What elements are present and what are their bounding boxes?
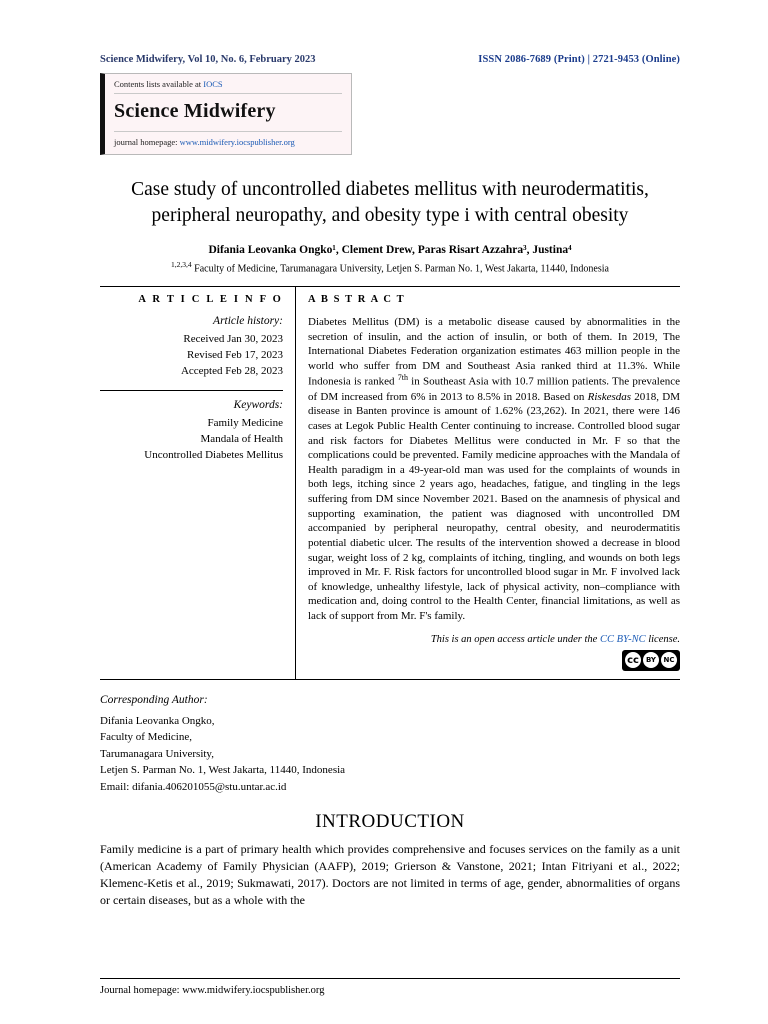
cc-nc-icon: NC <box>661 652 677 668</box>
license-line <box>308 634 680 645</box>
affiliation-text: Faculty of Medicine, Tarumanagara University, Letjen S. Parman No. 1, West Jakarta, 11440, Indonesia <box>194 262 609 274</box>
corresponding-author-details <box>100 713 680 796</box>
abstract-heading: A B S T R A C T <box>308 293 406 305</box>
corr-line-name: Difania Leovanka Ongko, <box>100 714 215 727</box>
license-suffix: license. <box>645 633 680 645</box>
abstract-part-1: Diabetes Mellitus (DM) is a metabolic disease caused by abnormalities in the secretion of insulin, and the action of insulin, or both of them. In 2019, The International Diabetes Federation organization estimates 463 million people in the world who suffer from DM and Southeast Asia ranked third at 11.3%. While Indonesia is ranked <box>308 315 680 389</box>
cc-by-icon: BY <box>643 652 659 668</box>
footer-text: Journal homepage: www.midwifery.iocspublisher.org <box>100 985 325 996</box>
abstract-ordinal: 7th <box>397 373 408 383</box>
keyword-item: Uncontrolled Diabetes Mellitus <box>144 448 283 461</box>
page-footer <box>100 978 680 996</box>
corr-line-faculty: Faculty of Medicine, <box>100 731 192 744</box>
info-divider <box>100 390 283 391</box>
abstract-part-3: 2018, DM disease in Banten province is amount of 1.62% (23,262). In 2021, there were 146 cases at Legok Public Health Center continuing to increase. Controlled blood sugar and risk factors for Diabetes Mellitus were conducted in Mr. F so that the complications could be prevented. Family medicine approaches with the Mandala of Health paradigm in a 49-year-old man was used for the complaints of wounds in both legs, itching since 2 years ago, headaches, fatigue, and tingling in the legs suffering from DM since November 2021. Based on the anamnesis of physical and supporting examination, the patient was diagnosed with uncontrolled DM accompanied by peripheral neuropathy, central obesity, and neurodermatitis potential diabetic ulcer. The results of the intervention showed a decrease in blood sugar, weight loss of 2 kg, complaints of itching, tingling, and wounds on both legs improved in Mr. F. Risk factors for uncontrolled blood sugar in Mr. F involved lack of knowledge, unhealthy lifestyle, lack of physical activity, non–compliance with medication and, doing control to the Health Center, financial limitations, as well as lack of support from Mr. F's family. <box>308 390 680 623</box>
article-info-heading: A R T I C L E I N F O <box>138 293 283 305</box>
license-prefix: This is an open access article under the <box>430 633 600 645</box>
contents-line <box>114 79 342 94</box>
author-list: Difania Leovanka Ongko¹, Clement Drew, Paras Risart Azzahra³, Justina⁴ <box>208 243 572 256</box>
corresponding-author-block <box>100 694 680 796</box>
article-history-accepted: Accepted Feb 28, 2023 <box>180 364 283 377</box>
article-history-received: Received Jan 30, 2023 <box>183 332 283 345</box>
keyword-item: Mandala of Health <box>200 432 283 445</box>
journal-homepage-line <box>114 131 342 147</box>
iocs-link[interactable]: IOCS <box>203 79 223 89</box>
corresponding-author-label: Corresponding Author: <box>100 693 208 706</box>
abstract-italic-riskesdas: Riskesdas <box>587 390 632 403</box>
cc-mark-icon: cc <box>625 652 641 668</box>
article-history-revised: Revised Feb 17, 2023 <box>187 348 283 361</box>
contents-prefix: Contents lists available at <box>114 79 204 89</box>
introduction-paragraph: Family medicine is a part of primary health which provides comprehensive and focuses services on the family as a unit (American Academy of Family Physician (AAFP), 2019; Grierson & Vanstone, 2021; Intan Fitriyani et al., 2022; Klemenc-Ketis et al., 2019; Sukmawati, 2017). Doctors are not limited in terms of age, gender, abnormalities of organs or certain diseases, but as a whole with the <box>100 842 680 908</box>
introduction-heading: INTRODUCTION <box>315 811 465 833</box>
journal-title: Science Midwifery <box>114 100 276 122</box>
corr-line-address: Letjen S. Parman No. 1, West Jakarta, 11440, Indonesia <box>100 764 346 777</box>
article-title: Case study of uncontrolled diabetes mellitus with neurodermatitis, peripheral neuropathy, and obesity type i with central obesity <box>131 179 649 227</box>
keywords-label: Keywords: <box>233 398 283 411</box>
abstract-text <box>308 315 680 624</box>
homepage-prefix: journal homepage: <box>114 137 180 147</box>
abstract-part-2: in Southeast Asia with 10.7 million patients. The prevalence of DM increased from 6% in 2013 to 8.5% in 2018. Based on <box>308 376 680 403</box>
abstract-column <box>296 287 680 679</box>
journal-homepage-link[interactable]: www.midwifery.iocspublisher.org <box>179 137 295 147</box>
article-history-label: Article history: <box>213 314 283 327</box>
journal-header <box>100 54 680 65</box>
article-info-column <box>100 287 296 679</box>
journal-masthead <box>100 73 352 155</box>
journal-issue-line: Science Midwifery, Vol 10, No. 6, February 2023 <box>100 54 316 65</box>
keyword-item: Family Medicine <box>207 416 283 429</box>
cc-license-link[interactable]: CC BY-NC <box>599 633 646 645</box>
cc-badge-wrap <box>308 650 680 671</box>
corr-line-university: Tarumanagara University, <box>100 747 214 760</box>
affiliation-marker: 1,2,3,4 <box>171 259 192 269</box>
issn-line: ISSN 2086-7689 (Print) | 2721-9453 (Online) <box>478 54 680 65</box>
affiliation <box>100 260 680 274</box>
corr-line-email[interactable]: Email: difania.406201055@stu.untar.ac.id <box>100 780 287 793</box>
article-info-abstract-table <box>100 286 680 680</box>
creative-commons-badge-icon <box>622 650 680 671</box>
